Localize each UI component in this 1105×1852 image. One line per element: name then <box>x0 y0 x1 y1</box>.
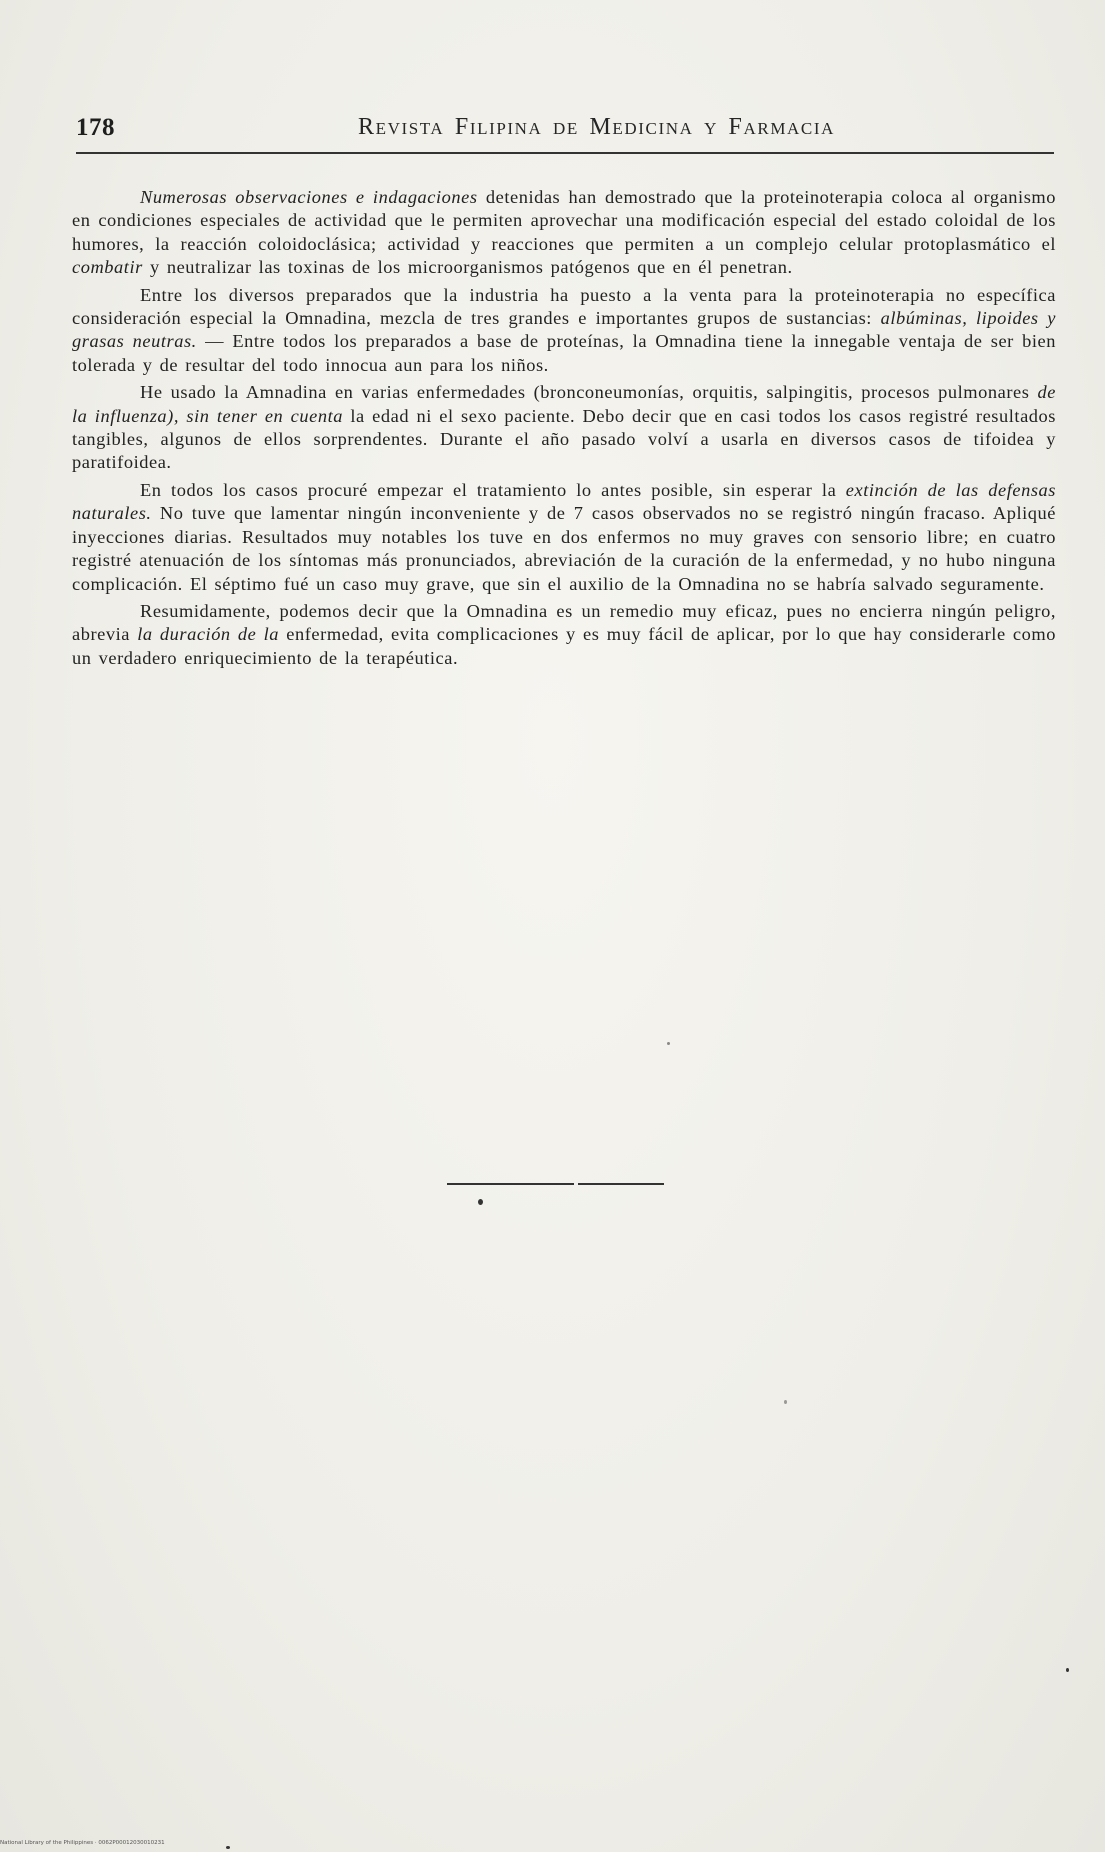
article-body <box>72 186 1056 674</box>
closing-rule <box>447 1183 664 1185</box>
text-run: En todos los casos procuré empezar el tratamiento lo antes posible, sin esperar la <box>140 479 846 500</box>
text-run: Resumidamente, podemos decir que la Omnadina es un remedio muy eficaz, pues no encierra ningún peligro, abrevia <box>72 600 1056 645</box>
paragraph <box>72 479 1056 596</box>
italic-text: de la influenza), sin tener en cuenta <box>72 382 1056 426</box>
header-rule <box>76 152 1054 154</box>
text-run: la edad ni el sexo paciente. Debo decir que en casi todos los casos registré resultados tangibles, algunos de ellos sorprendentes. Durante el año pasado volví a usarla en diversos casos de tifoidea y paratifoidea. <box>72 405 1056 473</box>
ink-speck <box>226 1846 230 1849</box>
ink-speck <box>1066 1668 1069 1672</box>
running-title: Revista Filipina de Medicina y Farmacia <box>358 114 835 140</box>
ink-speck <box>667 1042 670 1045</box>
text-run: enfermedad, evita complicaciones y es muy fácil de aplicar, por lo que hay considerarle como un verdadero enriquecimiento de la terapéutica. <box>72 624 1056 668</box>
italic-text: combatir <box>72 257 143 278</box>
italic-text: la duración de la <box>137 624 280 645</box>
text-run: y neutralizar las toxinas de los microorganismos patógenos que en él penetran. <box>142 257 793 278</box>
text-run: detenidas han demostrado que la proteinoterapia coloca al organismo en condiciones especiales de actividad que le permiten aprovechar una modificación especial del estado coloidal de los humores, la reacción coloidoclásica; actividad y reacciones que permiten a un complejo celular protoplasmático el <box>72 187 1056 254</box>
text-run: No tuve que lamentar ningún inconveniente y de 7 casos observados no se registró ningún fracaso. Apliqué inyecciones diarias. Resultados muy notables los tuve en dos enfermos no muy graves con sensorio libre; en cuatro registré atenuación de los síntomas más pronunciados, abreviación de la curación de la enfermedad, y no hubo ninguna complicación. El séptimo fué un caso muy grave, que sin el auxilio de la Omnadina no se habría salvado seguramente. <box>72 503 1056 594</box>
paragraph <box>72 284 1056 378</box>
ink-speck <box>784 1400 787 1404</box>
page-header <box>76 112 1054 146</box>
scan-credit: National Library of the Philippines · 0062P00012030010231 <box>0 1840 165 1846</box>
text-run: — Entre todos los preparados a base de proteínas, la Omnadina tiene la innegable ventaja de ser bien tolerada y de resultar del todo innocua aun para los niños. <box>72 331 1056 375</box>
page-number: 178 <box>76 114 115 141</box>
italic-text: albúminas, lipoides y grasas neutras. <box>72 308 1057 352</box>
paragraph <box>72 600 1056 670</box>
text-run: He usado la Amnadina en varias enfermedades (bronconeumonías, orquitis, salpingitis, procesos pulmonares <box>140 382 1038 403</box>
paragraph <box>72 186 1056 280</box>
italic-text: Numerosas observaciones e indagaciones <box>140 187 478 207</box>
italic-text: extinción de las defensas naturales. <box>72 479 1056 524</box>
paragraph <box>72 381 1056 475</box>
ink-speck <box>478 1199 483 1205</box>
text-run: Entre los diversos preparados que la industria ha puesto a la venta para la proteinoterapia no específica consideración especial la Omnadina, mezcla de tres grandes e importantes grupos de sustancias: <box>72 284 1056 329</box>
closing-rule-gap <box>574 1183 578 1185</box>
